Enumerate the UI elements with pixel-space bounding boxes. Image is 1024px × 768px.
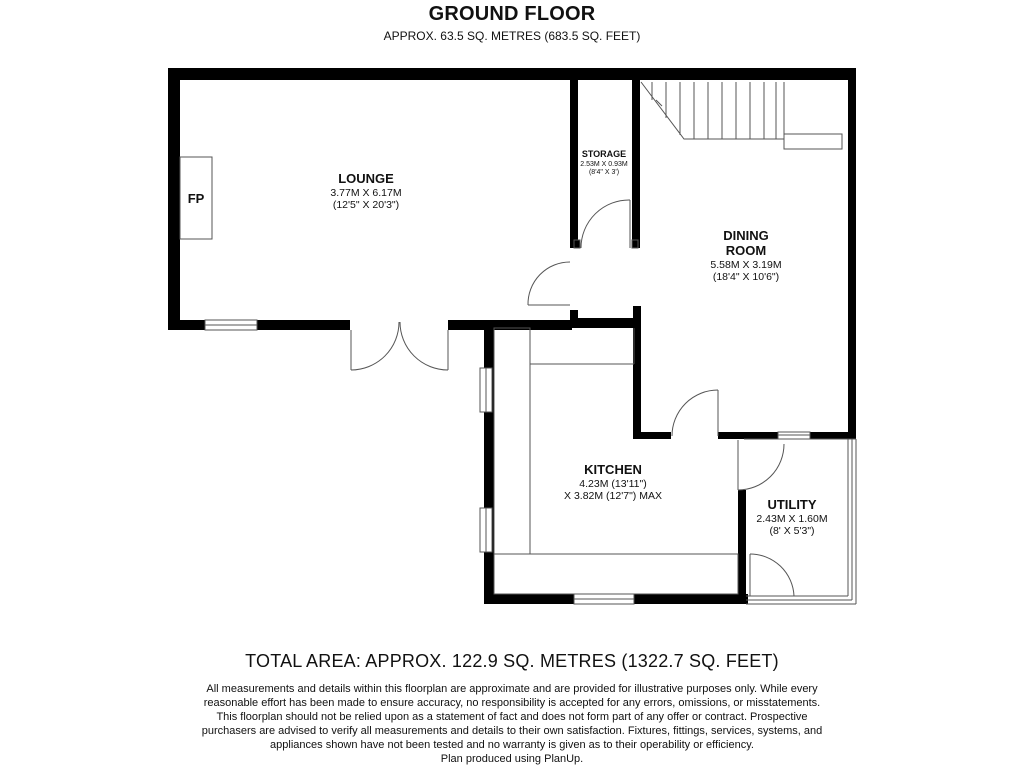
disclaimer-line: Plan produced using PlanUp. — [440, 753, 584, 765]
disclaimer-line: reasonable effort has been made to ensure accuracy, no responsibility is accepted for any errors, omissions, or misstatements. — [203, 697, 821, 709]
staircase — [641, 82, 842, 149]
room-utility — [756, 497, 827, 537]
disclaimer — [150, 682, 874, 766]
room-dim-utility-metric: 2.43M X 1.60M — [756, 513, 828, 525]
room-lounge — [330, 171, 401, 211]
room-kitchen — [564, 462, 662, 502]
total-area: TOTAL AREA: APPROX. 122.9 SQ. METRES (1322.7 SQ. FEET) — [245, 651, 779, 671]
french-doors — [351, 322, 448, 370]
room-name-dining-line1: DINING — [723, 228, 769, 243]
room-dim-kitchen-line2: X 3.82M (12'7") MAX — [564, 490, 662, 502]
room-storage — [580, 149, 628, 176]
room-dim-lounge-metric: 3.77M X 6.17M — [330, 187, 402, 199]
room-name-dining-line2: ROOM — [725, 243, 767, 258]
floor-area-subtitle: APPROX. 63.5 SQ. METRES (683.5 SQ. FEET) — [383, 29, 641, 43]
room-name-utility: UTILITY — [767, 497, 817, 512]
room-dim-dining-imperial: (18'4" X 10'6") — [712, 271, 780, 283]
disclaimer-line: appliances shown have not been tested and no warranty is given as to their operability or efficiency. — [270, 739, 754, 751]
room-dim-storage-metric: 2.53M X 0.93M — [580, 161, 628, 168]
floor-title: GROUND FLOOR — [428, 3, 596, 25]
disclaimer-line: This floorplan should not be relied upon as a statement of fact and does not form part of any offer or contract. Prospective — [216, 711, 808, 723]
room-dim-lounge-imperial: (12'5" X 20'3") — [332, 199, 400, 211]
disclaimer-line: All measurements and details within this floorplan are approximate and are provided for illustrative purposes only. While every — [206, 683, 818, 695]
room-name-kitchen: KITCHEN — [584, 462, 642, 477]
room-dim-dining-metric: 5.58M X 3.19M — [710, 259, 782, 271]
room-dim-utility-imperial: (8' X 5'3") — [769, 525, 815, 537]
fireplace-label: FP — [187, 191, 205, 206]
fixtures — [180, 82, 856, 604]
room-dim-kitchen-line1: 4.23M (13'11") — [579, 478, 647, 490]
room-name-lounge: LOUNGE — [338, 171, 394, 186]
room-name-storage: STORAGE — [581, 149, 627, 159]
room-dining — [710, 228, 781, 283]
room-dim-storage-imperial: (8'4" X 3') — [588, 169, 620, 176]
kitchen-worktop — [494, 328, 530, 554]
disclaimer-line: purchasers are advised to verify all measurements and details to their own satisfaction. Fixtures, fittings, services, systems, and — [201, 725, 823, 737]
walls — [168, 68, 856, 604]
